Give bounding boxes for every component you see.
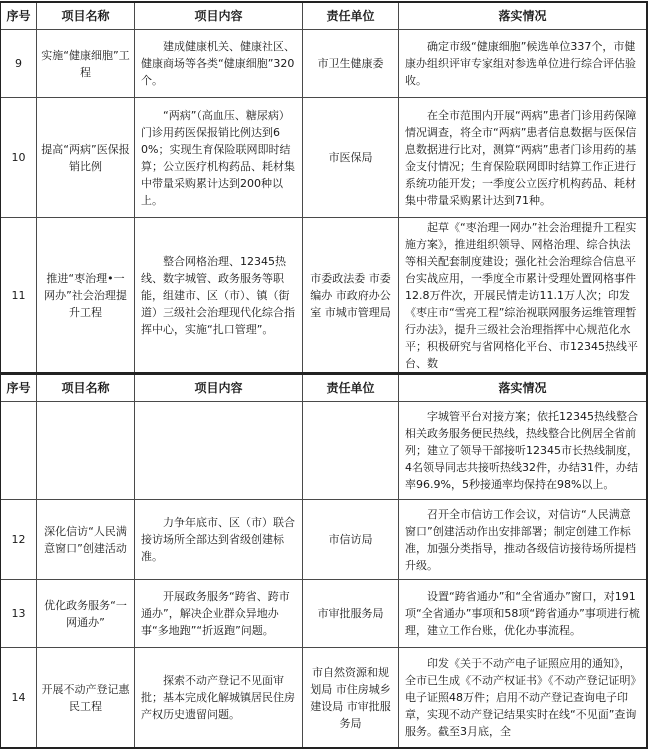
table-page-2 <box>0 374 647 748</box>
row-name: 提高“两病”医保报销比例 <box>37 98 135 218</box>
table-row <box>1 648 647 748</box>
row-status: 召开全市信访工作会议，对信访“人民满意窗口”创建活动作出安排部署；制定创建工作标准，加强分类指导，推动各级信访接待场所提档升级。 <box>399 500 647 580</box>
row-content: 力争年底市、区（市）联合接访场所全部达到省级创建标准。 <box>135 500 303 580</box>
row-name: 深化信访“人民满意窗口”创建活动 <box>37 500 135 580</box>
row-no: 13 <box>1 580 37 648</box>
table-row <box>1 98 647 218</box>
row-content: 建成健康机关、健康社区、健康商场等各类“健康细胞”320个。 <box>135 30 303 98</box>
row-status: 设置“跨省通办”和“全省通办”窗口，对191项“全省通办”事项和58项“跨省通办”事项进行梳理，建立工作台账，优化办事流程。 <box>399 580 647 648</box>
table-row <box>1 402 647 500</box>
row-no <box>1 402 37 500</box>
row-no: 9 <box>1 30 37 98</box>
row-status: 在全市范围内开展“两病”患者门诊用药保障情况调查，将全市“两病”患者信息数据与医保信息数据进行比对，测算“两病”患者门诊用药的基金支付情况；生育保险联网即时结算工作正进行系统功能开发；一季度公立医疗机构药品、耗材集中带量采购累计达到71种。 <box>399 98 647 218</box>
header-content: 项目内容 <box>135 3 303 30</box>
row-unit: 市委政法委 市委编办 市政府办公室 市城市管理局 <box>303 218 399 373</box>
row-unit: 市审批服务局 <box>303 580 399 648</box>
row-unit: 市卫生健康委 <box>303 30 399 98</box>
table-row <box>1 580 647 648</box>
row-no: 10 <box>1 98 37 218</box>
table-row <box>1 30 647 98</box>
row-no: 12 <box>1 500 37 580</box>
row-content: 开展政务服务“跨省、跨市通办”，解决企业群众异地办事“多地跑”“折返跑”问题。 <box>135 580 303 648</box>
row-name: 开展不动产登记惠民工程 <box>37 648 135 748</box>
table-header <box>1 375 647 402</box>
row-content: 探索不动产登记不见面审批；基本完成化解城镇居民住房产权历史遗留问题。 <box>135 648 303 748</box>
row-status: 字城管平台对接方案；依托12345热线整合相关政务服务便民热线，热线整合比例居全省前列；建立了领导干部接听12345市长热线制度，4名领导同志共接听热线32件，办结31件，办结率96.9%，5秒接通率均保持在98%以上。 <box>399 402 647 500</box>
row-unit <box>303 402 399 500</box>
row-name: 推进“枣治理•一网办”社会治理提升工程 <box>37 218 135 373</box>
header-content: 项目内容 <box>135 375 303 402</box>
row-unit: 市自然资源和规划局 市住房城乡建设局 市审批服务局 <box>303 648 399 748</box>
table-header <box>1 3 647 30</box>
header-no: 序号 <box>1 3 37 30</box>
row-status: 确定市级“健康细胞”候选单位337个，市健康办组织评审专家组对参选单位进行综合评估验收。 <box>399 30 647 98</box>
header-status: 落实情况 <box>399 375 647 402</box>
table-row <box>1 500 647 580</box>
row-content: 整合网格治理、12345热线、数字城管、政务服务等职能，组建市、区（市）、镇（街道）三级社会治理现代化综合指挥中心，实施“扎口管理”。 <box>135 218 303 373</box>
row-name: 实施“健康细胞”工程 <box>37 30 135 98</box>
header-unit: 责任单位 <box>303 3 399 30</box>
row-no: 11 <box>1 218 37 373</box>
header-name: 项目名称 <box>37 3 135 30</box>
table-page-1 <box>0 2 647 373</box>
header-no: 序号 <box>1 375 37 402</box>
row-unit: 市信访局 <box>303 500 399 580</box>
row-content: “两病”（高血压、糖尿病）门诊用药医保报销比例达到60%；实现生育保险联网即时结算；公立医疗机构药品、耗材集中带量采购累计达到200种以上。 <box>135 98 303 218</box>
row-status: 起草《“枣治理一网办”社会治理提升工程实施方案》，推进组织领导、网格治理、综合执法等相关配套制度建设；强化社会治理综合信息平台实战应用，一季度全市累计受理处置网格事件12.8万件次，开展民情走访11.1万人次；印发《枣庄市“雪亮工程”综治视联网服务运维管理暂行办法》，提升三级社会治理指挥中心规范化水平；积极研究与省网格化平台、市12345热线平台、数 <box>399 218 647 373</box>
row-status: 印发《关于不动产电子证照应用的通知》，全市已生成《不动产权证书》《不动产登记证明》电子证照48万件；启用不动产登记查询电子印章，实现不动产登记结果实时在线“不见面”查询服务。截至3月底，全 <box>399 648 647 748</box>
header-name: 项目名称 <box>37 375 135 402</box>
header-unit: 责任单位 <box>303 375 399 402</box>
header-status: 落实情况 <box>399 3 647 30</box>
row-name: 优化政务服务“一网通办” <box>37 580 135 648</box>
row-unit: 市医保局 <box>303 98 399 218</box>
row-name <box>37 402 135 500</box>
row-no: 14 <box>1 648 37 748</box>
row-content <box>135 402 303 500</box>
table-row <box>1 218 647 373</box>
